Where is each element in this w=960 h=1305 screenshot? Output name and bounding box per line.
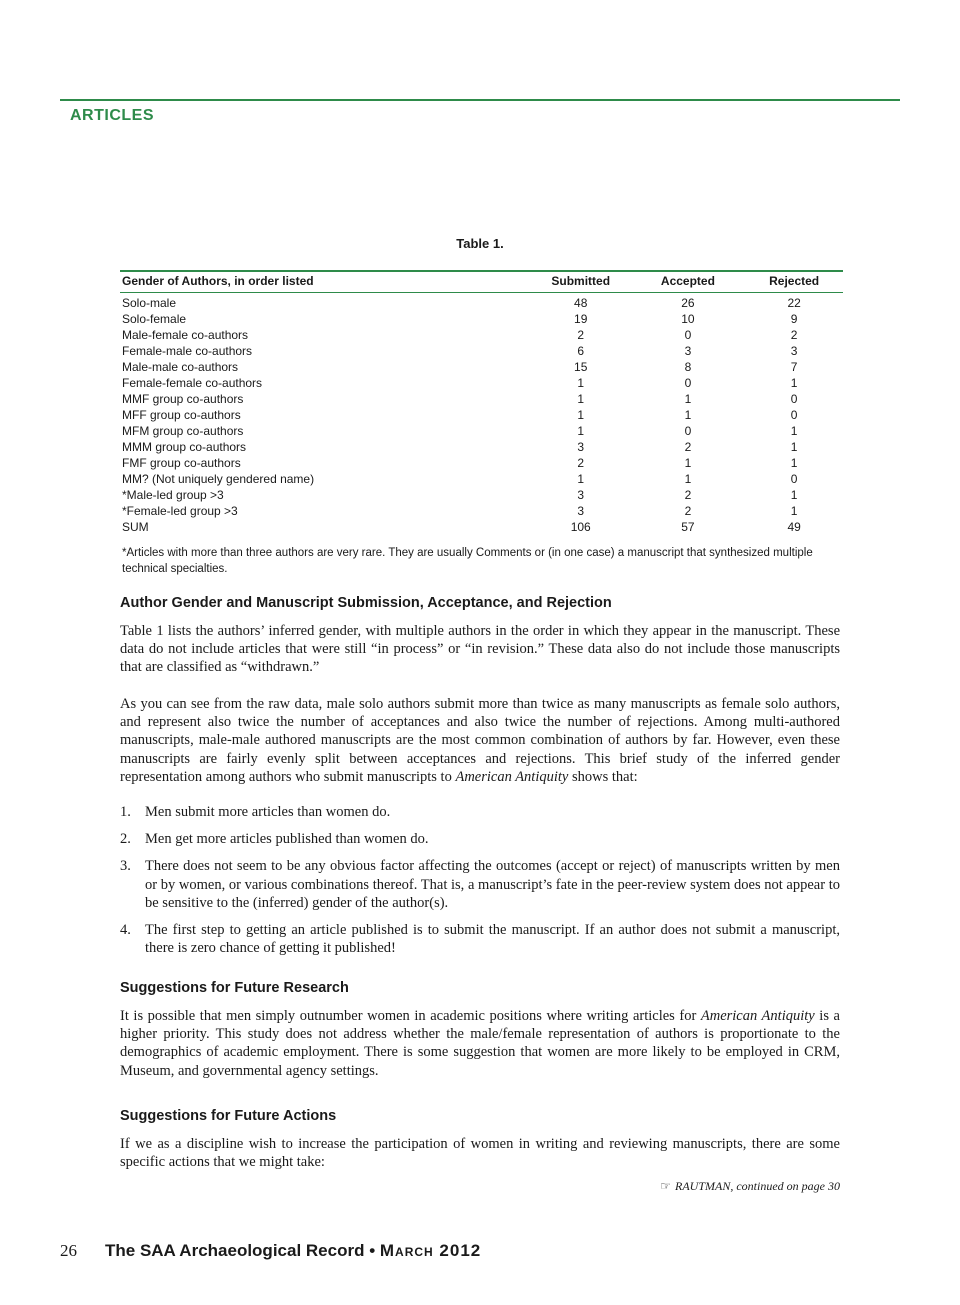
list-number: 4. xyxy=(120,922,131,939)
cell-accepted: 8 xyxy=(684,360,692,374)
cell-rejected: 3 xyxy=(790,344,798,358)
pointing-hand-icon: ☞ xyxy=(660,1179,672,1193)
cell-rejected: 49 xyxy=(787,520,801,534)
cell-gender: *Male-led group >3 xyxy=(122,488,224,502)
cell-submitted: 6 xyxy=(577,344,585,358)
cell-accepted: 0 xyxy=(684,376,692,390)
paragraph-future-research xyxy=(120,1007,840,1080)
table-header-row xyxy=(120,272,843,290)
cell-rejected: 7 xyxy=(790,360,798,374)
cell-accepted: 3 xyxy=(684,344,692,358)
paragraph-table-intro: Table 1 lists the authors’ inferred gender, with multiple authors in the order in which they appear in the manuscript. These data do not include articles that were still “in process” or “in revision.” These data also do not include those manuscripts that are classified as “withdrawn.” xyxy=(120,623,840,676)
cell-gender: Male-male co-authors xyxy=(122,360,239,374)
col-header-rejected: Rejected xyxy=(769,274,820,288)
cell-rejected: 1 xyxy=(790,424,798,438)
cell-submitted: 1 xyxy=(577,392,585,406)
table-body xyxy=(120,293,843,535)
table-row-sum xyxy=(120,519,843,535)
cell-rejected: 2 xyxy=(790,328,798,342)
list-item xyxy=(120,830,840,848)
table-row xyxy=(120,407,843,423)
cell-gender: FMF group co-authors xyxy=(122,456,241,470)
table-row xyxy=(120,391,843,407)
cell-gender: MFF group co-authors xyxy=(122,408,241,422)
cell-submitted: 3 xyxy=(577,440,585,454)
cell-accepted: 0 xyxy=(684,424,692,438)
cell-accepted: 2 xyxy=(684,440,692,454)
findings-list xyxy=(120,803,840,966)
col-header-submitted: Submitted xyxy=(551,274,611,288)
col-header-gender: Gender of Authors, in order listed xyxy=(122,274,314,288)
journal-title: American Antiquity xyxy=(455,768,569,785)
col-header-accepted: Accepted xyxy=(660,274,715,288)
table-row xyxy=(120,359,843,375)
paragraph-future-actions: If we as a discipline wish to increase the participation of women in writing and reviewing manuscripts, there are some specific actions that we might take: xyxy=(120,1136,840,1171)
cell-accepted: 2 xyxy=(684,504,692,518)
table-title: Table 1. xyxy=(456,236,504,251)
paragraph-raw-data xyxy=(120,695,840,786)
paragraph-text: As you can see from the raw data, male solo authors submit more than twice as many manuscripts as female solo authors, and represent also twice the number of acceptances and also twice the number of rejections. Among multi-authored manuscripts, male-male authored manuscripts are the most common combination of authors by far. However, even these manuscripts are fairly evenly split between acceptances and rejections. This brief study of the inferred gender representation among authors who submit manuscripts to xyxy=(120,696,840,785)
cell-rejected: 0 xyxy=(790,472,798,486)
cell-rejected: 9 xyxy=(790,312,798,326)
cell-submitted: 3 xyxy=(577,488,585,502)
journal-title: American Antiquity xyxy=(700,1008,815,1024)
table-footnote: *Articles with more than three authors are very rare. They are usually Comments or (in one case) a manuscript that synthesized multiple technical specialties. xyxy=(122,547,813,575)
cell-submitted: 15 xyxy=(574,360,588,374)
section-heading-research: Suggestions for Future Research xyxy=(120,980,349,996)
cell-rejected: 1 xyxy=(790,440,798,454)
cell-submitted: 2 xyxy=(577,328,585,342)
list-text: Men get more articles published than women do. xyxy=(145,831,429,848)
table-row xyxy=(120,503,843,519)
cell-rejected: 22 xyxy=(787,296,801,310)
continued-text: RAUTMAN, continued on page 30 xyxy=(675,1179,840,1193)
list-item xyxy=(120,921,840,957)
top-rule xyxy=(60,99,900,101)
table-row xyxy=(120,423,843,439)
list-item xyxy=(120,803,840,821)
cell-gender: *Female-led group >3 xyxy=(122,504,238,518)
section-heading-actions: Suggestions for Future Actions xyxy=(120,1108,337,1124)
cell-submitted: 1 xyxy=(577,376,585,390)
cell-gender: MMM group co-authors xyxy=(122,440,247,454)
cell-accepted: 1 xyxy=(684,472,692,486)
table-row xyxy=(120,471,843,487)
cell-submitted: 1 xyxy=(577,408,585,422)
page-footer xyxy=(60,1241,481,1261)
cell-gender: Female-male co-authors xyxy=(122,344,253,358)
list-number: 1. xyxy=(120,804,131,820)
cell-rejected: 0 xyxy=(790,408,798,422)
table-row xyxy=(120,439,843,455)
cell-rejected: 1 xyxy=(790,376,798,390)
cell-submitted: 2 xyxy=(577,456,585,470)
publication-name: The SAA Archaeological Record • xyxy=(105,1241,380,1260)
cell-gender: MMF group co-authors xyxy=(122,392,244,406)
list-item xyxy=(120,857,840,912)
section-heading-gender: Author Gender and Manuscript Submission, Acceptance, and Rejection xyxy=(120,595,612,611)
table-row xyxy=(120,343,843,359)
list-text: The first step to getting an article published is to submit the manuscript. If an author does not submit a manuscript, there is zero chance of getting it published! xyxy=(145,922,840,957)
cell-submitted: 1 xyxy=(577,424,585,438)
cell-accepted: 1 xyxy=(684,456,692,470)
cell-submitted: 3 xyxy=(577,504,585,518)
paragraph-text: shows that: xyxy=(568,768,638,785)
table-row xyxy=(120,311,843,327)
list-text: There does not seem to be any obvious factor affecting the outcomes (accept or reject) of manuscripts written by men or by women, or various combinations thereof. That is, a manuscript’s fate in the peer-review system does not appear to be sensitive to the (inferred) gender of the author(s). xyxy=(145,858,840,911)
cell-accepted: 1 xyxy=(684,408,692,422)
list-number: 2. xyxy=(120,831,131,848)
cell-rejected: 1 xyxy=(790,488,798,502)
list-number: 3. xyxy=(120,858,131,875)
cell-rejected: 0 xyxy=(790,392,798,406)
cell-accepted: 1 xyxy=(684,392,692,406)
cell-accepted: 2 xyxy=(684,488,692,502)
cell-accepted: 10 xyxy=(681,312,695,326)
cell-submitted: 1 xyxy=(577,472,585,486)
cell-gender: MM? (Not uniquely gendered name) xyxy=(122,472,315,486)
cell-gender: Male-female co-authors xyxy=(122,328,249,342)
cell-gender: SUM xyxy=(122,520,149,534)
cell-submitted: 19 xyxy=(574,312,588,326)
table-row xyxy=(120,327,843,343)
cell-accepted: 26 xyxy=(681,296,695,310)
issue-date: March 2012 xyxy=(379,1241,482,1260)
table-row xyxy=(120,487,843,503)
list-text: Men submit more articles than women do. xyxy=(145,804,391,820)
cell-submitted: 106 xyxy=(570,520,591,534)
paragraph-text: is a higher priority. This study does not address whether the male/female representation of authors is proportionate to the demographics of academic employment. There is some suggestion that women are more likely to be employed in CRM, Museum, and governmental agency settings. xyxy=(120,1008,840,1079)
cell-rejected: 1 xyxy=(790,456,798,470)
cell-rejected: 1 xyxy=(790,504,798,518)
cell-accepted: 0 xyxy=(684,328,692,342)
page-number: 26 xyxy=(60,1241,77,1260)
cell-submitted: 48 xyxy=(574,296,588,310)
cell-accepted: 57 xyxy=(681,520,695,534)
paragraph-text: It is possible that men simply outnumber women in academic positions where writing articles for xyxy=(120,1008,701,1024)
cell-gender: Solo-male xyxy=(122,296,177,310)
table-row xyxy=(120,375,843,391)
table-row xyxy=(120,295,843,311)
cell-gender: Solo-female xyxy=(122,312,187,326)
continued-note xyxy=(660,1179,840,1194)
cell-gender: Female-female co-authors xyxy=(122,376,263,390)
cell-gender: MFM group co-authors xyxy=(122,424,244,438)
section-label: ARTICLES xyxy=(70,107,154,124)
gender-table xyxy=(120,270,843,577)
table-row xyxy=(120,455,843,471)
